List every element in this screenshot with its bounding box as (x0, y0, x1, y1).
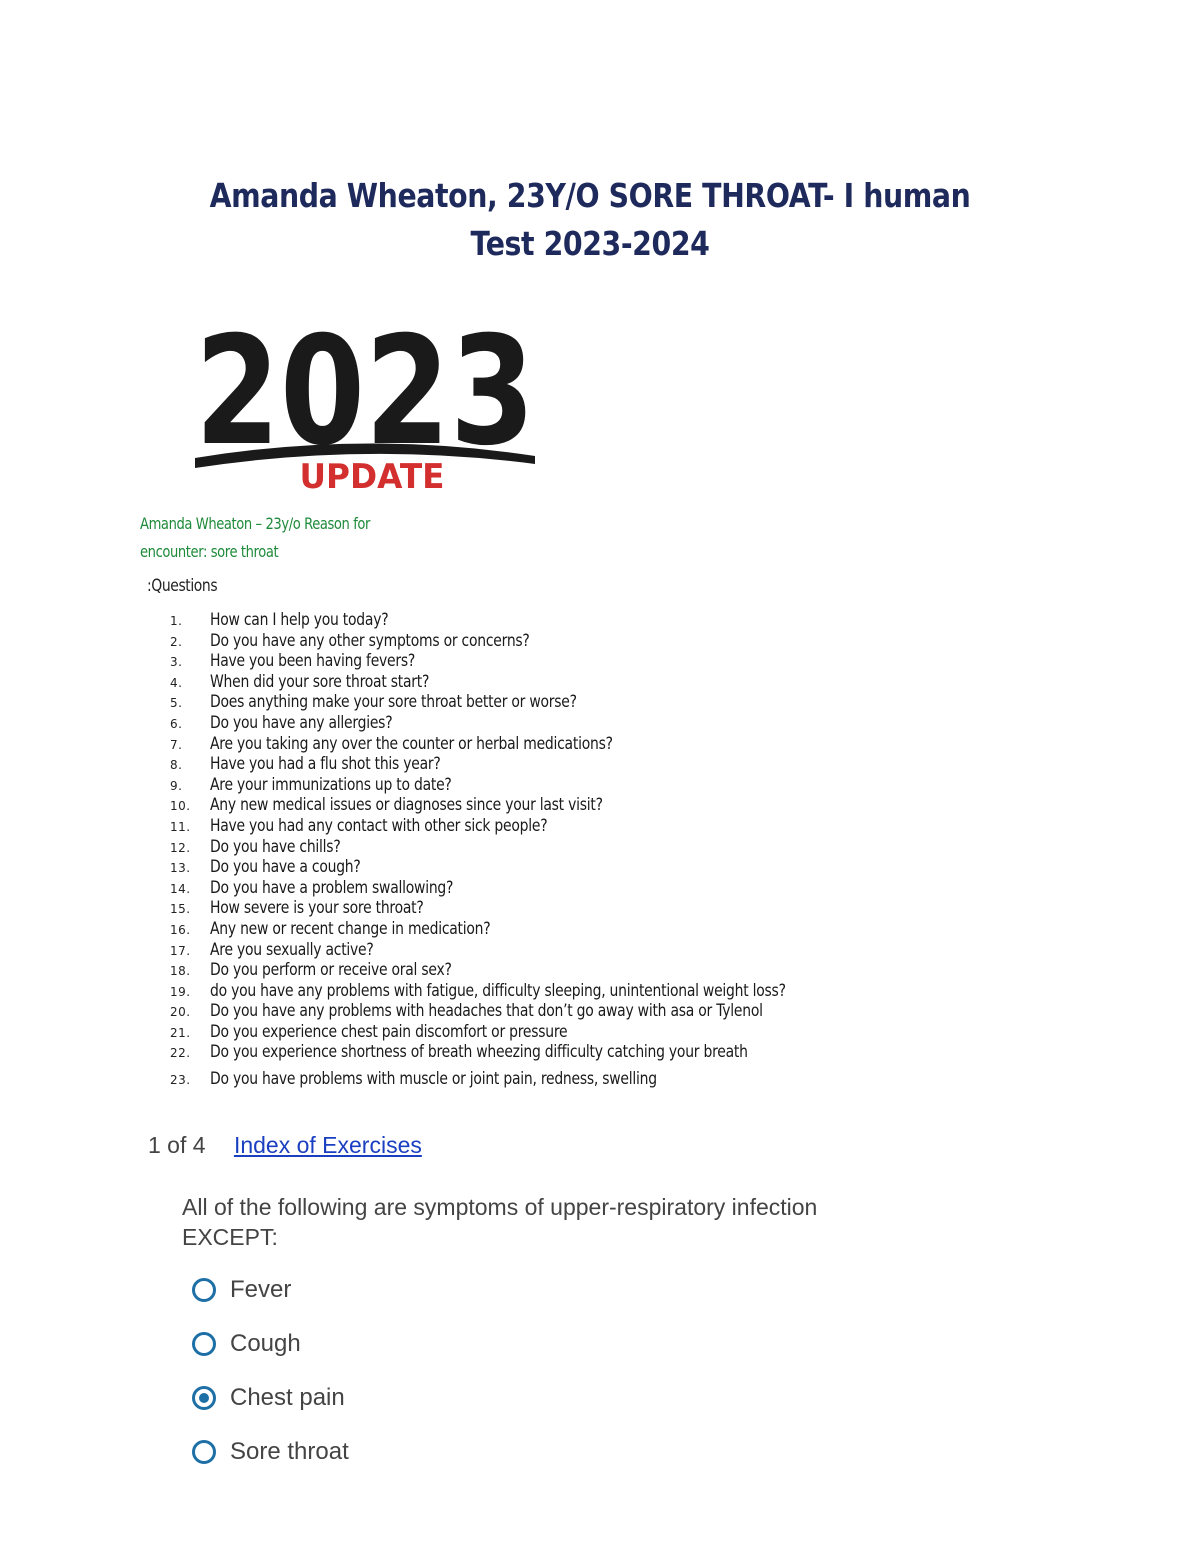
question-number: 6. (170, 716, 183, 731)
question-number: 18. (170, 964, 191, 979)
document-title: Amanda Wheaton, 23Y/O SORE THROAT- I human Test 2023-2024 (209, 176, 971, 263)
quiz-option-label: Cough (230, 1330, 301, 1357)
question-text: Do you have a cough? (210, 857, 361, 878)
question-item (170, 960, 1070, 981)
logo-update-text: UPDATE (299, 457, 445, 493)
reason-line-2: encounter: sore throat (140, 542, 279, 561)
question-number: 21. (170, 1025, 191, 1040)
question-text: Have you had a flu shot this year? (210, 754, 441, 775)
question-item (170, 878, 1070, 899)
radio-unchecked-icon[interactable] (192, 1440, 216, 1464)
quiz-option[interactable] (192, 1380, 492, 1416)
question-item (170, 631, 1070, 652)
quiz-option-label: Chest pain (230, 1384, 345, 1411)
question-text: How can I help you today? (210, 610, 389, 630)
question-number: 14. (170, 881, 191, 896)
question-number: 23. (170, 1073, 191, 1088)
quiz-position: 1 of 4 (148, 1132, 206, 1158)
question-item (170, 940, 1070, 961)
question-item (170, 1042, 1070, 1063)
question-item (170, 692, 1070, 713)
radio-checked-icon[interactable] (192, 1386, 216, 1410)
question-item (170, 1069, 1070, 1090)
quiz-header (148, 1132, 422, 1159)
question-text: Are you taking any over the counter or herbal medications? (210, 733, 613, 754)
question-text: Does anything make your sore throat better or worse? (210, 692, 577, 713)
quiz-option-label: Fever (230, 1276, 292, 1303)
question-item (170, 1001, 1070, 1022)
question-text: Do you have any problems with headaches that don’t go away with asa or Tylenol (210, 1001, 763, 1022)
question-text: Do you perform or receive oral sex? (210, 960, 452, 981)
question-number: 13. (170, 861, 191, 876)
question-item (170, 713, 1070, 734)
questions-list (170, 610, 1070, 1090)
question-number: 7. (170, 737, 183, 752)
question-text: Do you have a problem swallowing? (210, 877, 454, 898)
update-2023-logo-graphic (190, 318, 540, 493)
question-item (170, 1022, 1070, 1043)
question-number: 19. (170, 984, 191, 999)
question-number: 5. (170, 696, 183, 711)
quiz-option[interactable] (192, 1326, 492, 1362)
question-text: Have you had any contact with other sick people? (210, 815, 548, 836)
question-item (170, 672, 1070, 693)
question-item (170, 734, 1070, 755)
question-text: Do you experience shortness of breath wheezing difficulty catching your breath (210, 1042, 748, 1063)
question-number: 10. (170, 799, 191, 814)
question-item (170, 610, 1070, 631)
question-number: 9. (170, 778, 183, 793)
quiz-option[interactable] (192, 1434, 492, 1470)
quiz-question: All of the following are symptoms of upper-respiratory infection EXCEPT: (182, 1194, 818, 1250)
quiz-option[interactable] (192, 1272, 492, 1308)
question-item (170, 898, 1070, 919)
question-text: Do you have problems with muscle or joint pain, redness, swelling (210, 1069, 657, 1090)
question-text: Do you have any allergies? (210, 712, 393, 733)
reason-line-1: Amanda Wheaton – 23y/o Reason for (140, 514, 371, 533)
question-text: Do you have chills? (210, 836, 341, 857)
index-of-exercises-link[interactable]: Index of Exercises (233, 1132, 422, 1158)
question-item (170, 775, 1070, 796)
question-number: 3. (170, 655, 183, 670)
question-text: Do you experience chest pain discomfort or pressure (210, 1021, 568, 1042)
question-number: 2. (170, 634, 183, 649)
question-text: Are your immunizations up to date? (210, 774, 452, 795)
question-text: Do you have any other symptoms or concerns? (210, 630, 530, 651)
question-number: 22. (170, 1046, 191, 1061)
radio-unchecked-icon[interactable] (192, 1332, 216, 1356)
question-text: How severe is your sore throat? (210, 898, 424, 919)
question-item (170, 857, 1070, 878)
question-number: 11. (170, 819, 191, 834)
question-number: 20. (170, 1005, 191, 1020)
question-item (170, 837, 1070, 858)
logo-year-text: 2023 (195, 318, 535, 479)
question-item (170, 816, 1070, 837)
question-text: When did your sore throat start? (210, 671, 430, 692)
question-number: 8. (170, 758, 183, 773)
question-text: do you have any problems with fatigue, difficulty sleeping, unintentional weight loss? (210, 980, 786, 1001)
question-text: Have you been having fevers? (210, 651, 416, 672)
question-text: Any new or recent change in medication? (210, 918, 491, 939)
question-number: 4. (170, 675, 183, 690)
question-text: Are you sexually active? (210, 939, 374, 960)
question-item (170, 651, 1070, 672)
question-text: Any new medical issues or diagnoses since your last visit? (210, 795, 603, 816)
question-number: 15. (170, 902, 191, 917)
question-number: 16. (170, 922, 191, 937)
quiz-option-label: Sore throat (230, 1438, 349, 1465)
question-item (170, 919, 1070, 940)
question-number: 17. (170, 943, 191, 958)
question-item (170, 981, 1070, 1002)
radio-unchecked-icon[interactable] (192, 1278, 216, 1302)
encounter-reason (140, 510, 386, 566)
question-number: 1. (170, 614, 183, 628)
update-2023-logo (190, 318, 540, 493)
questions-heading: :Questions (147, 576, 218, 596)
question-item (170, 795, 1070, 816)
question-item (170, 754, 1070, 775)
question-number: 12. (170, 840, 191, 855)
